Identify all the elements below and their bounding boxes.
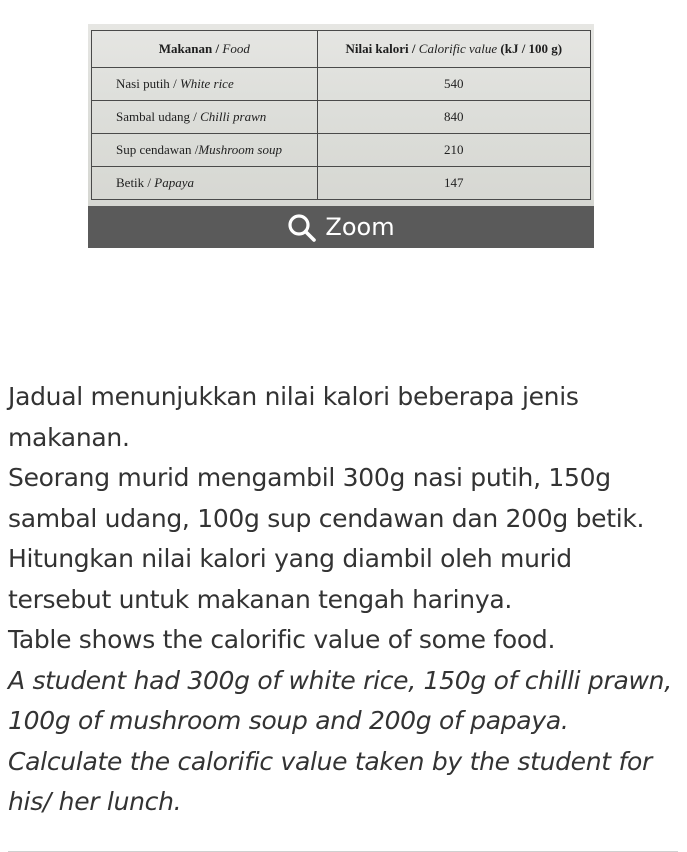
question-en-line-2: A student had 300g of white rice, 150g of chilli prawn, 100g of mushroom soup and 200g of papaya. Calculate the calorific value taken by the student for his/ her lunch. (8, 665, 672, 816)
food-en: Mushroom soup (198, 142, 282, 157)
question-ms-line-1: Jadual menunjukkan nilai kalori beberapa jenis makanan. (8, 382, 579, 452)
food-ms: Sambal udang (116, 109, 191, 124)
question-en-line-1: Table shows the calorific value of some food. (8, 625, 556, 654)
food-cell: Betik / Papaya (92, 167, 318, 200)
food-en: Papaya (154, 175, 195, 190)
header-unit: (kJ / 100 g) (500, 41, 563, 56)
zoom-button[interactable] (88, 206, 594, 248)
table-header-row (92, 31, 591, 68)
value-cell: 540 (317, 68, 590, 101)
value-cell: 210 (317, 134, 590, 167)
food-en: Chilli prawn (200, 109, 267, 124)
calorie-table (91, 30, 591, 200)
food-en: White rice (179, 76, 234, 91)
food-cell: Sup cendawan /Mushroom soup (92, 134, 318, 167)
food-ms: Betik (116, 175, 145, 190)
header-food: Makanan / Food (92, 31, 318, 68)
header-calorific-value: Nilai kalori / Calorific value (kJ / 100 g) (317, 31, 590, 68)
question-ms-line-2: Seorang murid mengambil 300g nasi putih, 150g sambal udang, 100g sup cendawan dan 200g betik. (8, 463, 645, 533)
value-cell: 147 (317, 167, 590, 200)
table-row (92, 68, 591, 101)
table-photo (88, 24, 594, 206)
food-cell: Sambal udang / Chilli prawn (92, 101, 318, 134)
header-food-ms: Makanan (158, 41, 213, 56)
food-ms: Sup cendawan (116, 142, 192, 157)
question-text (8, 377, 678, 823)
table-row (92, 167, 591, 200)
zoom-label: Zoom (325, 213, 395, 241)
header-cal-ms: Nilai kalori (345, 41, 409, 56)
food-ms: Nasi putih (116, 76, 170, 91)
food-cell: Nasi putih / White rice (92, 68, 318, 101)
search-icon (287, 213, 317, 243)
table-row (92, 134, 591, 167)
value-cell: 840 (317, 101, 590, 134)
question-ms-line-3: Hitungkan nilai kalori yang diambil oleh murid tersebut untuk makanan tengah harinya. (8, 544, 572, 614)
table-row (92, 101, 591, 134)
header-cal-en: Calorific value (418, 41, 498, 56)
header-food-en: Food (222, 41, 250, 56)
